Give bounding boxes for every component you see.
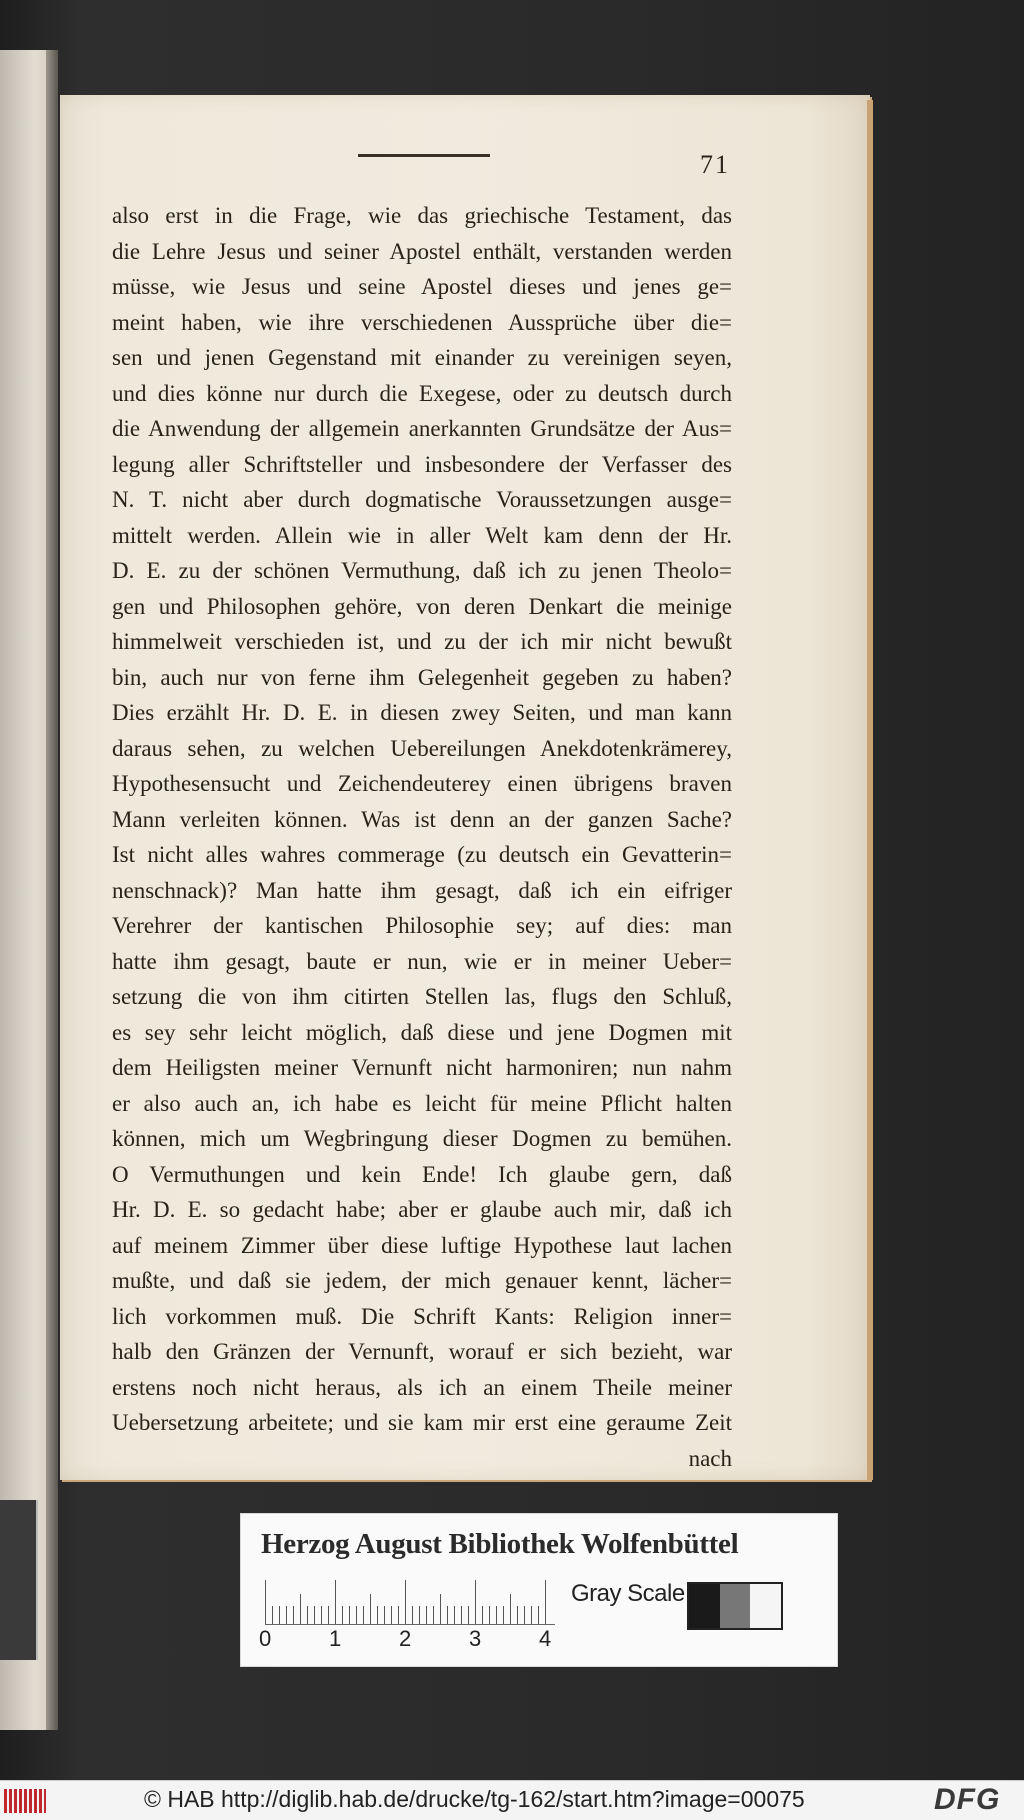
text-line: sen und jenen Gegenstand mit einander zu vereinigen seyen,	[112, 345, 732, 370]
dfg-logo: DFG	[934, 1783, 1001, 1816]
ruler-tick	[300, 1594, 301, 1624]
text-line: müsse, wie Jesus und seine Apostel dieses und jenes ge=	[112, 274, 732, 299]
ruler-tick	[384, 1606, 385, 1624]
ruler-tick	[496, 1606, 497, 1624]
text-line: und dies könne nur durch die Exegese, oder zu deutsch durch	[112, 380, 732, 406]
gray-patch	[689, 1584, 720, 1628]
measurement-ruler	[265, 1580, 555, 1625]
page-gutter-shadow	[46, 50, 58, 1730]
header-rule	[358, 154, 490, 157]
text-line: Hr. D. E. so gedacht habe; aber er glaube auch mir, daß ich	[112, 1197, 732, 1222]
ruler-tick	[265, 1580, 266, 1624]
text-line: mittelt werden. Allein wie in aller Welt kam denn der Hr.	[112, 522, 732, 548]
text-line: setzung die von ihm citirten Stellen las, flugs den Schluß,	[112, 984, 732, 1009]
ruler-tick	[314, 1606, 315, 1624]
footer-bar	[0, 1780, 1024, 1820]
ruler-tick	[489, 1606, 490, 1624]
spine-tab	[0, 1500, 38, 1660]
ruler-tick	[328, 1606, 329, 1624]
text-line: hatte ihm gesagt, baute er nun, wie er in meiner Ueber=	[112, 948, 732, 974]
gray-patch	[750, 1584, 781, 1628]
ruler-number: 3	[469, 1626, 482, 1651]
text-line: N. T. nicht aber durch dogmatische Voraussetzungen ausge=	[112, 487, 732, 512]
ruler-tick	[503, 1606, 504, 1624]
text-line: himmelweit verschieden ist, und zu der ich mir nicht bewußt	[112, 629, 732, 654]
text-line: D. E. zu der schönen Vermuthung, daß ich zu jenen Theolo=	[112, 558, 732, 583]
ruler-tick	[398, 1606, 399, 1624]
text-line: daraus sehen, zu welchen Uebereilungen Anekdotenkrämerey,	[112, 735, 732, 761]
ruler-tick	[475, 1580, 476, 1624]
text-line: Verehrer der kantischen Philosophie sey; auf dies: man	[112, 913, 732, 938]
text-line: Dies erzählt Hr. D. E. in diesen zwey Seiten, und man kann	[112, 700, 732, 725]
text-line: halb den Gränzen der Vernunft, worauf er sich bezieht, war	[112, 1339, 732, 1364]
hab-logo-icon	[4, 1789, 46, 1813]
text-line: gen und Philosophen gehöre, von deren Denkart die meinige	[112, 593, 732, 619]
page-number: 71	[700, 150, 730, 179]
ruler-tick	[286, 1606, 287, 1624]
gray-patch	[720, 1584, 751, 1628]
ruler-tick	[440, 1594, 441, 1624]
ruler-tick	[545, 1580, 546, 1624]
ruler-tick	[447, 1606, 448, 1624]
text-line: nenschnack)? Man hatte ihm gesagt, daß ich ein eifriger	[112, 877, 732, 903]
ruler-tick	[370, 1594, 371, 1624]
ruler-tick	[321, 1606, 322, 1624]
text-line: O Vermuthungen und kein Ende! Ich glaube gern, daß	[112, 1161, 732, 1187]
text-line: erstens noch nicht heraus, als ich an einem Theile meiner	[112, 1374, 732, 1400]
text-line: es sey sehr leicht möglich, daß diese und jene Dogmen mit	[112, 1019, 732, 1045]
ruler-tick	[349, 1606, 350, 1624]
ruler-tick	[419, 1606, 420, 1624]
ruler-number: 1	[329, 1626, 342, 1651]
ruler-tick	[426, 1606, 427, 1624]
ruler-tick	[454, 1606, 455, 1624]
text-line: die Lehre Jesus und seiner Apostel enthält, verstanden werden	[112, 238, 732, 264]
text-line: können, mich um Wegbringung dieser Dogmen zu bemühen.	[112, 1126, 732, 1151]
ruler-tick	[293, 1606, 294, 1624]
text-line: Mann verleiten können. Was ist denn an der ganzen Sache?	[112, 806, 732, 832]
ruler-tick	[517, 1606, 518, 1624]
ruler-tick	[412, 1606, 413, 1624]
color-calibration-card	[240, 1513, 838, 1667]
text-line: auf meinem Zimmer über diese luftige Hypothese laut lachen	[112, 1232, 732, 1258]
library-name: Herzog August Bibliothek Wolfenbüttel	[261, 1528, 739, 1560]
gray-scale-patches	[687, 1582, 783, 1630]
gray-scale-label: Gray Scale	[571, 1580, 685, 1607]
ruler-tick	[279, 1606, 280, 1624]
ruler-tick	[524, 1606, 525, 1624]
catchword: nach	[688, 1445, 732, 1471]
text-line: mußte, und daß sie jedem, der mich genauer kennt, lächer=	[112, 1268, 732, 1293]
ruler-number: 4	[539, 1626, 552, 1651]
ruler-tick	[377, 1606, 378, 1624]
text-line: die Anwendung der allgemein anerkannten Grundsätze der Aus=	[112, 416, 732, 441]
ruler-tick	[482, 1606, 483, 1624]
ruler-tick	[391, 1606, 392, 1624]
text-line: Hypothesensucht und Zeichendeuterey einen übrigens braven	[112, 771, 732, 796]
ruler-number: 2	[399, 1626, 412, 1651]
ruler-tick	[531, 1606, 532, 1624]
ruler-tick	[510, 1594, 511, 1624]
body-text	[112, 198, 732, 1476]
ruler-tick	[405, 1580, 406, 1624]
text-line: er also auch an, ich habe es leicht für meine Pflicht halten	[112, 1090, 732, 1116]
ruler-tick	[433, 1606, 434, 1624]
text-line: lich vorkommen muß. Die Schrift Kants: Religion inner=	[112, 1303, 732, 1329]
text-line: dem Heiligsten meiner Vernunft nicht harmoniren; nun nahm	[112, 1055, 732, 1080]
ruler-number: 0	[259, 1626, 272, 1651]
ruler-tick	[538, 1606, 539, 1624]
text-line: bin, auch nur von ferne ihm Gelegenheit gegeben zu haben?	[112, 664, 732, 690]
ruler-tick	[468, 1606, 469, 1624]
ruler-tick	[335, 1580, 336, 1624]
text-line: legung aller Schriftsteller und insbesondere der Verfasser des	[112, 451, 732, 477]
ruler-tick	[307, 1606, 308, 1624]
text-line: Ist nicht alles wahres commerage (zu deutsch ein Gevatterin=	[112, 842, 732, 867]
ruler-tick	[363, 1606, 364, 1624]
text-line: Uebersetzung arbeitete; und sie kam mir erst eine geraume Zeit	[112, 1410, 732, 1435]
ruler-tick	[272, 1606, 273, 1624]
ruler-tick	[342, 1606, 343, 1624]
copyright-url[interactable]: © HAB http://diglib.hab.de/drucke/tg-162/start.htm?image=00075	[144, 1786, 805, 1812]
ruler-tick	[461, 1606, 462, 1624]
text-line: also erst in die Frage, wie das griechische Testament, das	[112, 203, 732, 228]
page-fore-edge	[867, 100, 873, 1480]
text-line: meint haben, wie ihre verschiedenen Aussprüche über die=	[112, 309, 732, 335]
ruler-tick	[356, 1606, 357, 1624]
